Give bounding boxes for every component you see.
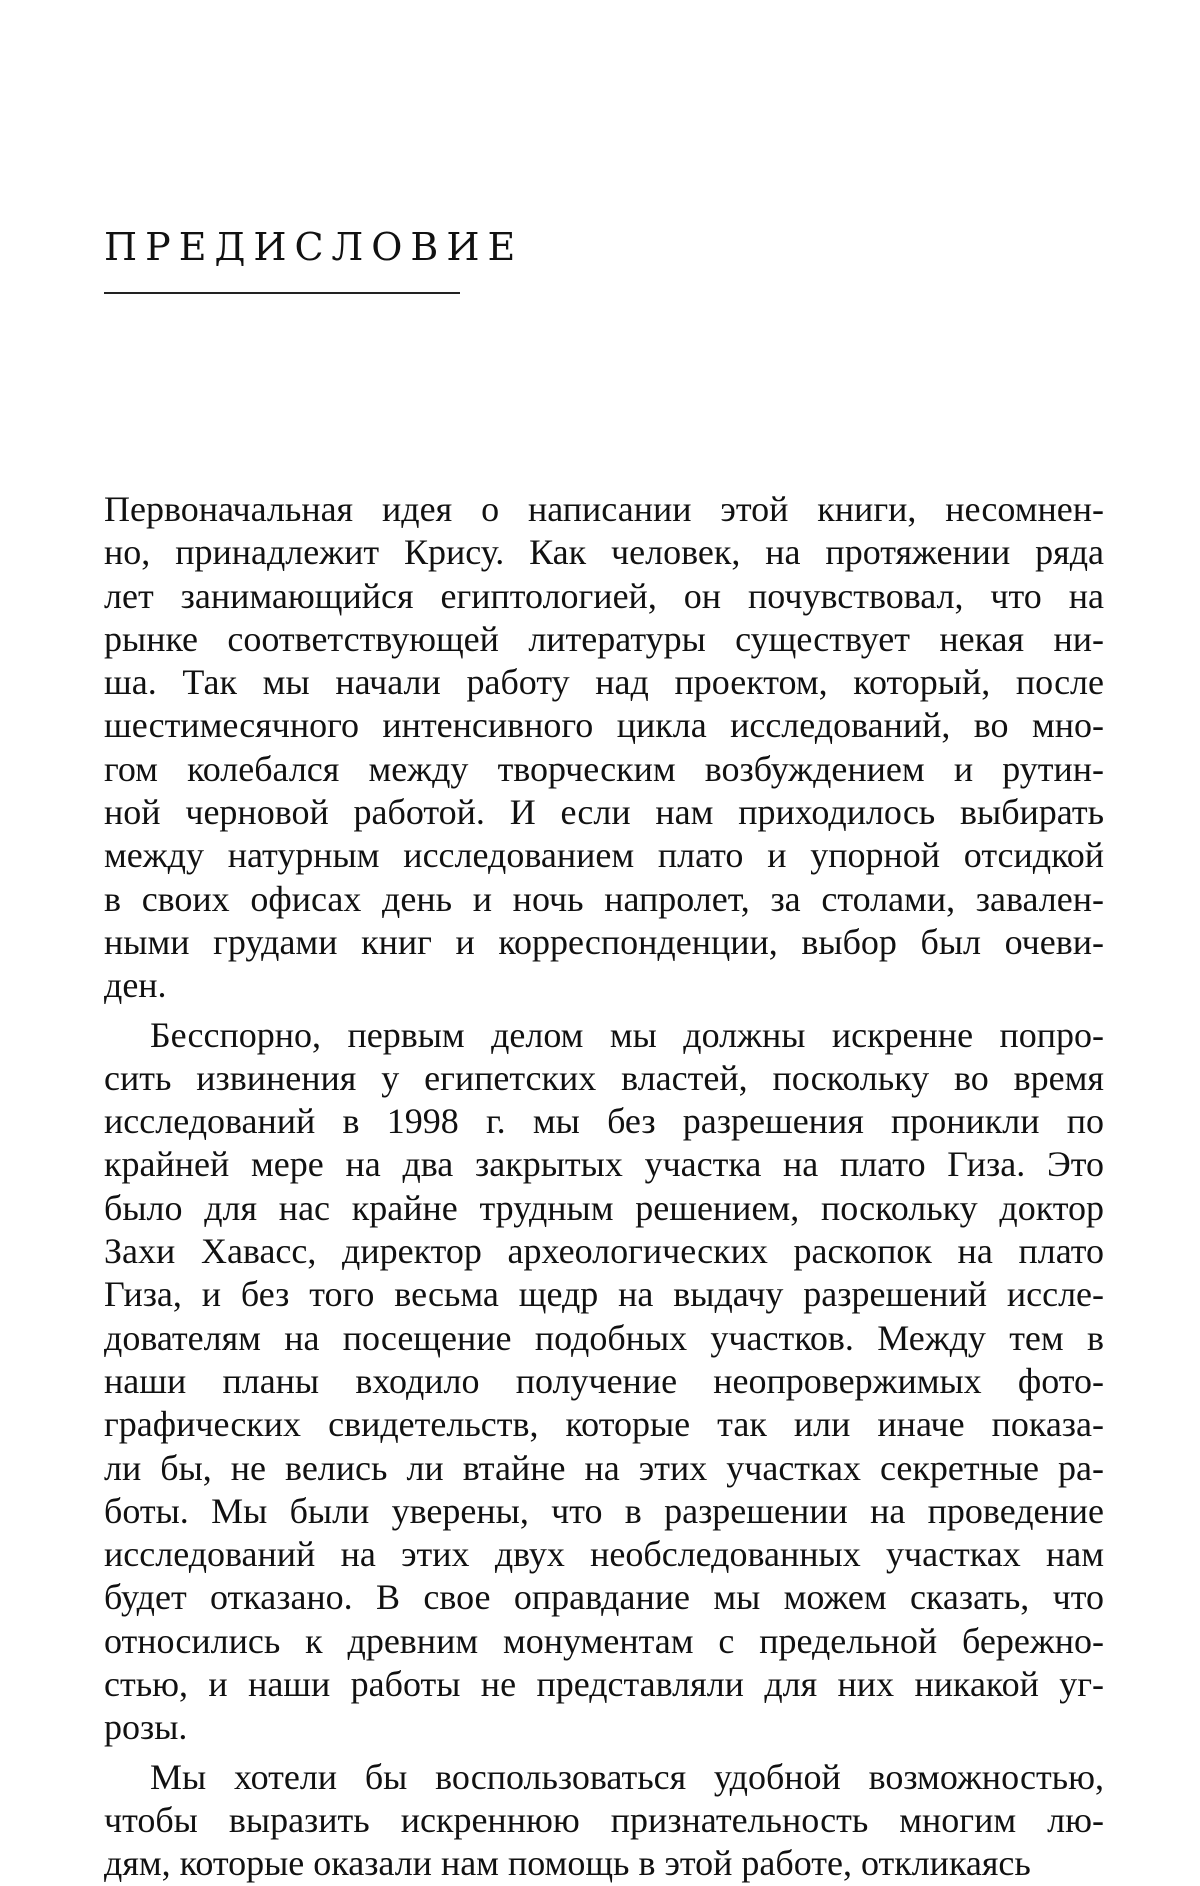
text-line: сить извинения у египетских властей, поскольку во время bbox=[104, 1057, 1104, 1098]
text-line: наши планы входило получение неопровержимых фото- bbox=[104, 1360, 1104, 1401]
text-line: чтобы выразить искреннюю признательность многим лю- bbox=[104, 1799, 1104, 1840]
text-line: шестимесячного интенсивного цикла исследований, во мно- bbox=[104, 705, 1104, 746]
text-line: Мы хотели бы воспользоваться удобной возможностью, bbox=[150, 1756, 1104, 1797]
text-line: Бесспорно, первым делом мы должны искренне попро- bbox=[150, 1014, 1104, 1055]
text-line: лет занимающийся египтологией, он почувствовал, что на bbox=[104, 575, 1104, 616]
heading-underline bbox=[104, 292, 460, 294]
text-line: ли бы, не велись ли втайне на этих участках секретные ра- bbox=[104, 1447, 1104, 1488]
text-line: стью, и наши работы не представляли для них никакой уг- bbox=[104, 1664, 1104, 1705]
text-line: ша. Так мы начали работу над проектом, который, после bbox=[104, 662, 1104, 703]
paragraph bbox=[104, 488, 1104, 1008]
text-line: относились к древним монументам с предельной бережно- bbox=[104, 1620, 1104, 1661]
text-line: ден. bbox=[104, 965, 167, 1006]
text-line: графических свидетельств, которые так или иначе показа- bbox=[104, 1404, 1104, 1445]
text-line: Первоначальная идея о написании этой книги, несомнен- bbox=[104, 489, 1104, 529]
text-line: дователям на посещение подобных участков. Между тем в bbox=[104, 1317, 1104, 1358]
text-line: в своих офисах день и ночь напролет, за столами, завален- bbox=[104, 878, 1104, 919]
text-line: дям, которые оказали нам помощь в этой работе, откликаясь bbox=[104, 1843, 1031, 1884]
text-line: исследований в 1998 г. мы без разрешения проникли по bbox=[104, 1101, 1104, 1142]
text-line: ной черновой работой. И если нам приходилось выбирать bbox=[104, 792, 1104, 833]
text-line: рынке соответствующей литературы существует некая ни- bbox=[104, 618, 1104, 659]
text-line: Гиза, и без того весьма щедр на выдачу разрешений иссле- bbox=[104, 1274, 1104, 1315]
text-line: между натурным исследованием плато и упорной отсидкой bbox=[104, 835, 1104, 876]
paragraph bbox=[104, 1756, 1104, 1886]
text-line: гом колебался между творческим возбуждением и рутин- bbox=[104, 748, 1104, 789]
text-line: будет отказано. В свое оправдание мы можем сказать, что bbox=[104, 1577, 1104, 1618]
text-line: было для нас крайне трудным решением, поскольку доктор bbox=[104, 1187, 1104, 1228]
body-text bbox=[104, 488, 1104, 1886]
text-line: ными грудами книг и корреспонденции, выбор был очеви- bbox=[104, 921, 1104, 962]
text-line: но, принадлежит Крису. Как человек, на протяжении ряда bbox=[104, 532, 1104, 573]
text-line: исследований на этих двух необследованных участках нам bbox=[104, 1534, 1104, 1575]
text-line: Захи Хавасс, директор археологических раскопок на плато bbox=[104, 1231, 1104, 1272]
text-line: розы. bbox=[104, 1707, 188, 1748]
page-heading: ПРЕДИСЛОВИЕ bbox=[104, 225, 524, 269]
text-line: боты. Мы были уверены, что в разрешении на проведение bbox=[104, 1490, 1104, 1531]
paragraph bbox=[104, 1014, 1104, 1750]
text-line: крайней мере на два закрытых участка на плато Гиза. Это bbox=[104, 1144, 1104, 1185]
